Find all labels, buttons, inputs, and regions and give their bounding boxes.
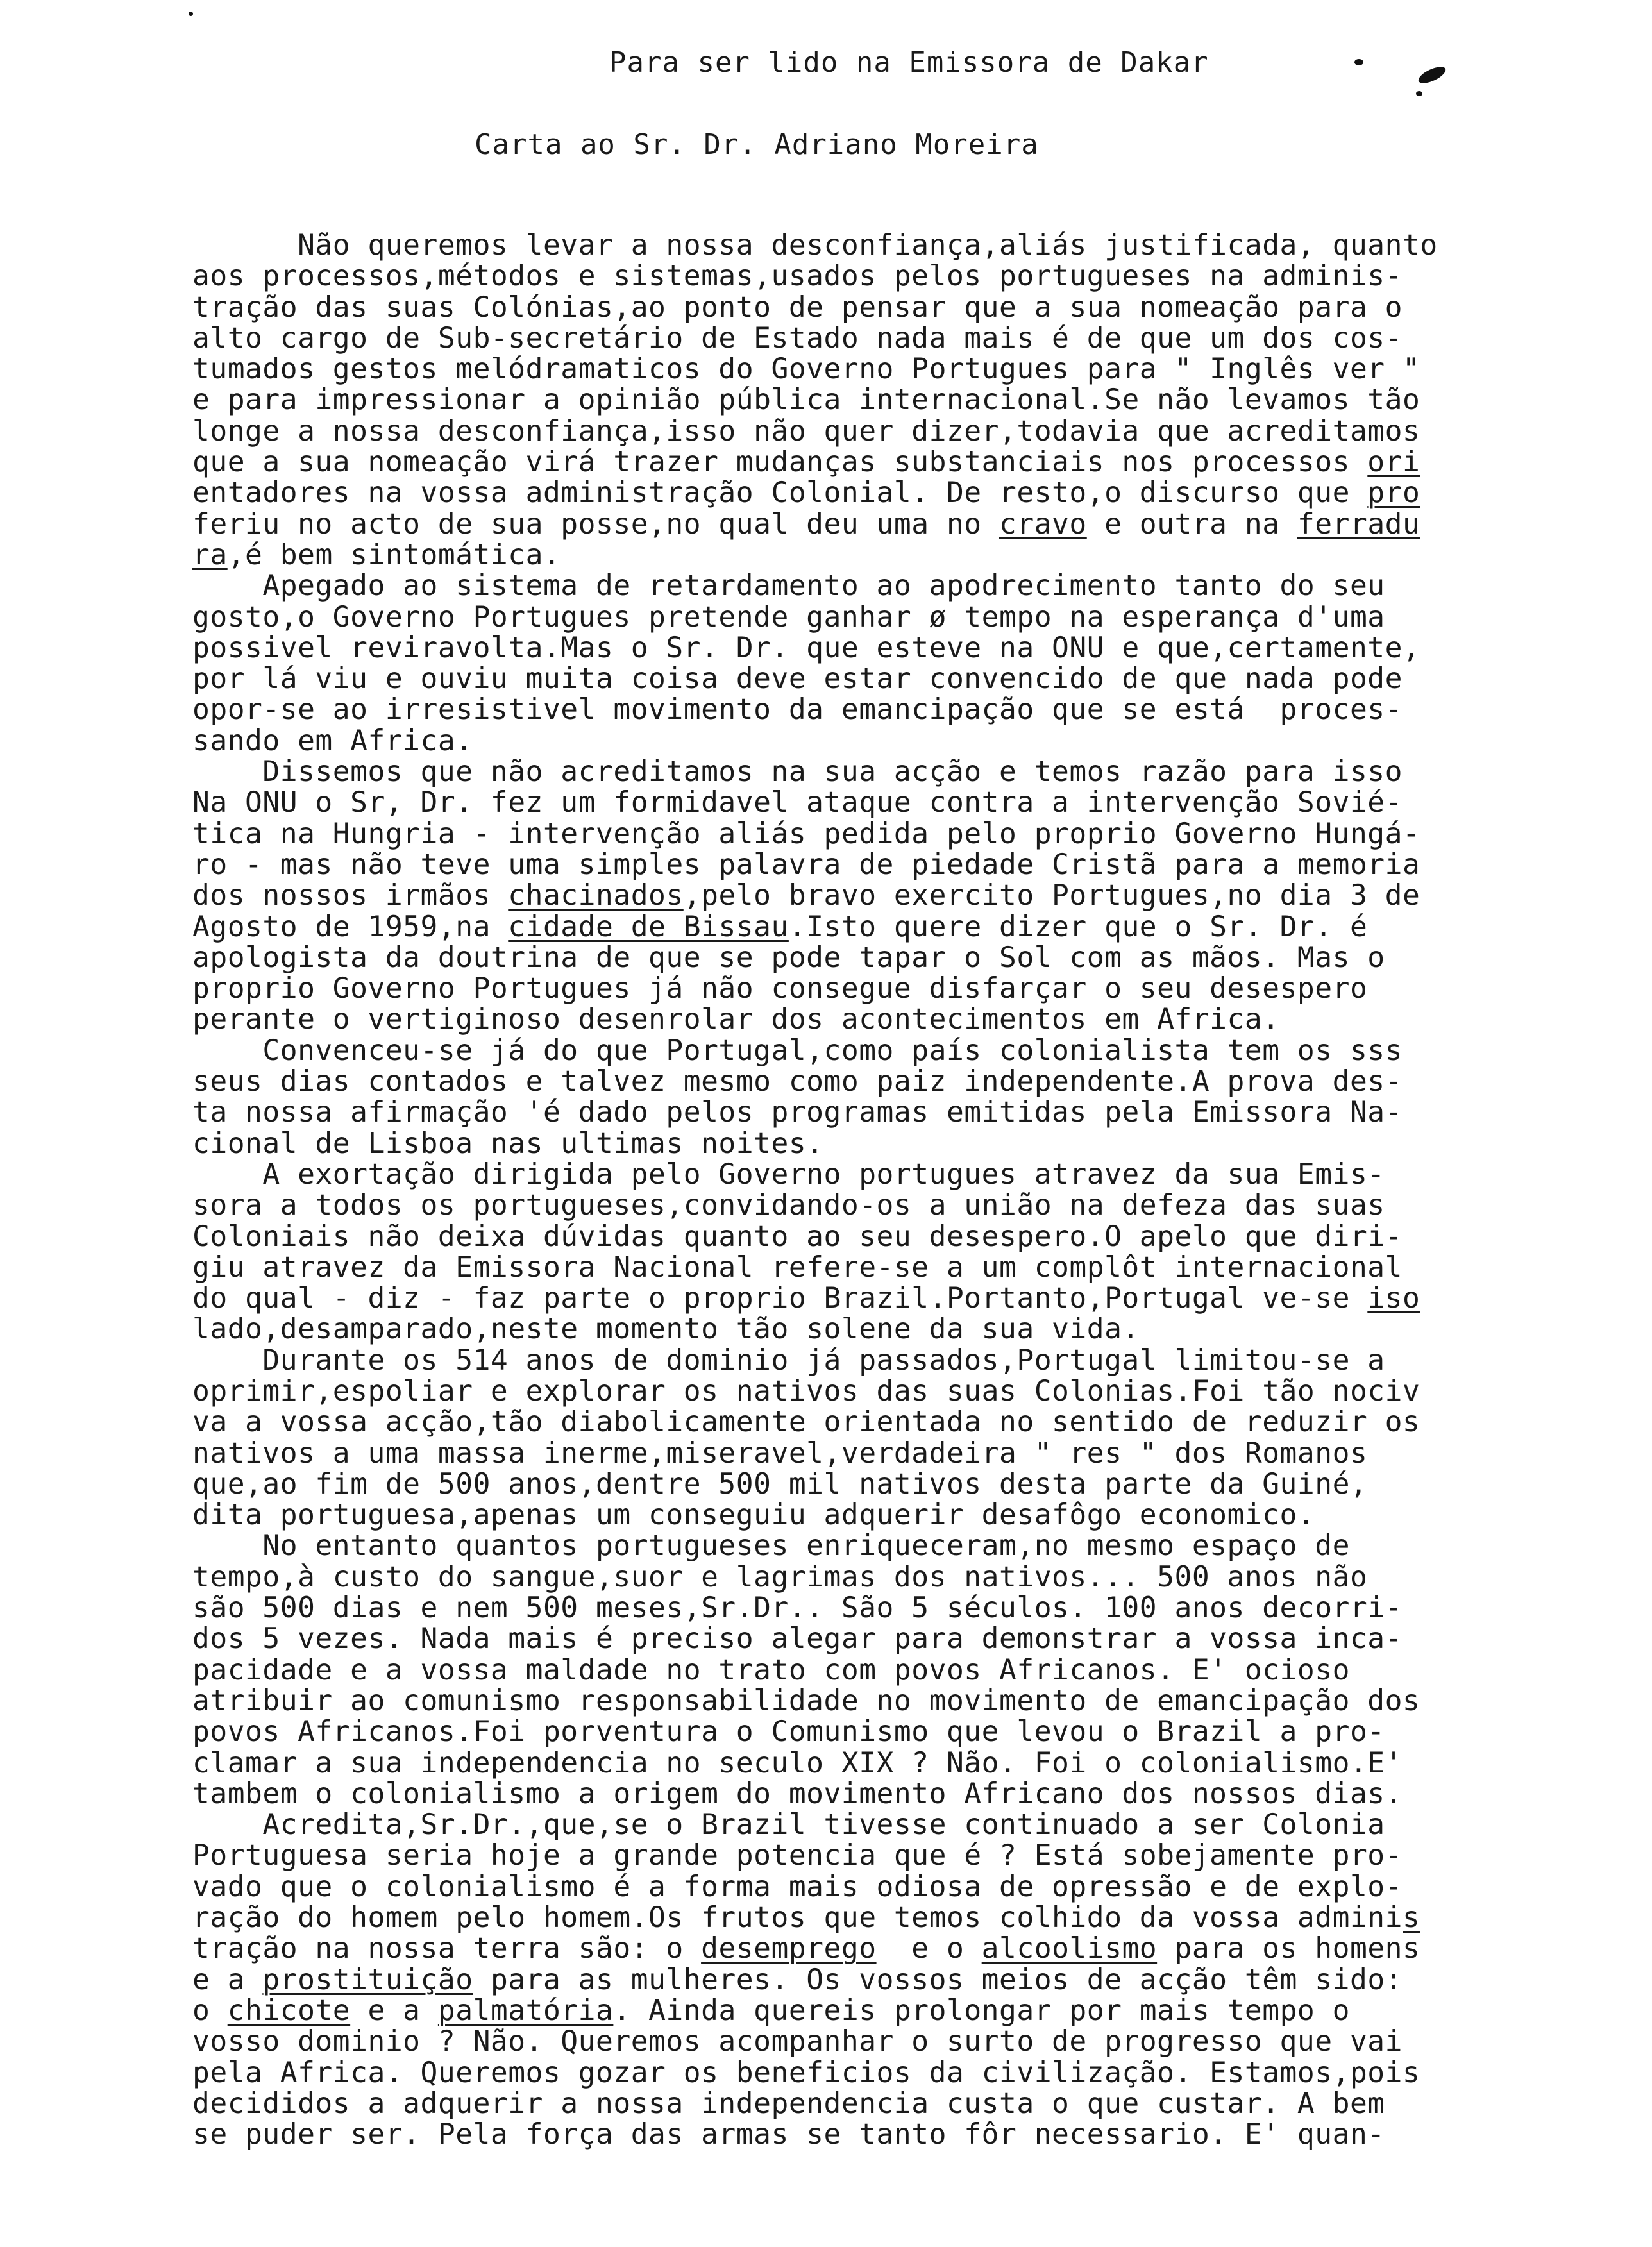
line-text: para os homens [1157,1931,1420,1965]
line-text: entadores na vossa administração Colonial. De resto,o discurso que [192,476,1368,510]
body-line [192,1902,1558,1933]
body-line [192,1097,1558,1127]
line-text: do qual - diz - faz parte o proprio Brazil.Portanto,Portugal ve-se [192,1281,1368,1315]
line-text: gosto,o Governo Portugues pretende ganhar ø tempo na esperança d'uma [192,600,1385,634]
line-text: que a sua nomeação virá trazer mudanças substanciais nos processos [192,445,1368,479]
line-text: Portuguesa seria hoje a grande potencia que é ? Está sobejamente pro- [192,1839,1403,1872]
line-text: e para impressionar a opinião pública internacional.Se não levamos tão [192,383,1420,417]
body-line [192,602,1558,632]
line-text: e a [192,1962,263,1996]
line-text: tambem o colonialismo a origem do movimento Africano dos nossos dias. [192,1776,1403,1810]
body-line [192,1964,1558,1995]
letter-title: Carta ao Sr. Dr. Adriano Moreira [475,128,1039,161]
body-line [192,787,1558,818]
line-text: sando em Africa. [192,723,473,757]
line-text: va a vossa acção,tão diabolicamente orientada no sentido de reduzir os [192,1405,1420,1439]
body-line [192,1747,1558,1778]
underlined-text: cravo [999,507,1087,541]
line-text: Acredita,Sr.Dr.,que,se o Brazil tivesse continuado a ser Colonia [192,1808,1385,1842]
line-text: para as mulheres. Os vossos meios de acção têm sido: [473,1962,1403,1996]
body-line [192,973,1558,1004]
body-line [192,2119,1558,2150]
body-line [192,1159,1558,1190]
line-text: apologista da doutrina de que se pode tapar o Sol com as mãos. Mas o [192,940,1385,974]
line-text: ração do homem pelo homem.Os frutos que temos colhido da vossa [192,1901,1297,1935]
ink-blot [1354,59,1363,65]
body-line [192,1004,1558,1034]
body-line [192,2026,1558,2057]
body-line [192,509,1558,539]
line-text: são 500 dias e nem 500 meses,Sr.Dr.. São 5 séculos. 100 anos decorri- [192,1591,1403,1625]
body-line [192,632,1558,663]
body-line [192,446,1558,477]
line-text: tumados gestos melódramaticos do Governo Portugues para " Inglês ver " [192,352,1420,386]
line-text: admini [1297,1901,1403,1935]
underlined-text: ra [192,537,228,571]
line-text: .Isto quere dizer que o Sr. Dr. é [788,909,1368,943]
body-line [192,1716,1558,1747]
line-text: nativos a uma massa inerme,miseravel,verdadeira " res " dos Romanos [192,1436,1368,1470]
line-text: giu atravez da Emissora Nacional refere-se a um complôt internacional [192,1250,1403,1284]
line-text: Coloniais não deixa dúvidas quanto ao seu desespero.O apelo que diri- [192,1219,1403,1253]
line-text: possivel reviravolta.Mas o Sr. Dr. que esteve na ONU e que,certamente, [192,630,1420,664]
body-line [192,849,1558,880]
body-line [192,942,1558,973]
underlined-text: cidade de Bissau [508,909,789,943]
line-text: Apegado ao sistema de retardamento ao apodrecimento tanto do seu [192,569,1385,603]
line-text: ,pelo bravo exercito Portugues,no dia 3 de [683,879,1420,913]
body-line [192,1406,1558,1437]
body-line [192,1592,1558,1623]
body-line [192,260,1558,291]
body-line [192,694,1558,725]
body-line [192,1871,1558,1902]
line-text: pela Africa. Queremos gozar os beneficios da civilização. Estamos,pois [192,2055,1420,2089]
line-text: tração na nossa terra são: o [192,1931,702,1965]
line-text: ta nossa afirmação 'é dado pelos programas emitidas pela Emissora Na- [192,1095,1403,1129]
body-line [192,1128,1558,1159]
body-line [192,1654,1558,1685]
body-line [192,2057,1558,2088]
line-text: opor-se ao irresistivel movimento da emancipação que se está proces- [192,693,1403,727]
body-line [192,1561,1558,1592]
body-line [192,384,1558,415]
body-line [192,570,1558,601]
underlined-text: palmatória [437,1993,614,2027]
body-line [192,1499,1558,1530]
underlined-text: s [1403,1901,1420,1935]
line-text: perante o vertiginoso desenrolar dos acontecimentos em Africa. [192,1002,1280,1036]
body-line [192,1623,1558,1654]
line-text: que,ao fim de 500 anos,dentre 500 mil nativos desta parte da Guiné, [192,1467,1368,1501]
body-line [192,1313,1558,1344]
body-line [192,353,1558,384]
body-line [192,1778,1558,1809]
body-line [192,880,1558,911]
line-text: lado,desamparado,neste momento tão solene da sua vida. [192,1312,1140,1346]
underlined-text: alcoolismo [981,1931,1158,1965]
underlined-text: pro [1367,476,1420,510]
line-text: Agosto de 1959,na [192,909,509,943]
line-text: pacidade e a vossa maldade no trato com povos Africanos. E' ocioso [192,1653,1350,1687]
line-text: povos Africanos.Foi porventura o Comunismo que levou o Brazil a pro- [192,1715,1385,1749]
body-line [192,725,1558,756]
line-text: cional de Lisboa nas ultimas noites. [192,1126,824,1160]
body-line [192,911,1558,942]
line-text: e a [350,1993,438,2027]
body-line [192,1933,1558,1964]
body-line [192,1283,1558,1313]
body-line [192,1190,1558,1220]
body-line [192,1469,1558,1499]
line-text: vado que o colonialismo é a forma mais odiosa de opressão e de explo- [192,1869,1403,1903]
ink-blot [1416,91,1422,96]
line-text: Não queremos levar a nossa desconfiança,aliás justificada, quanto [192,228,1438,262]
line-text: se puder ser. Pela força das armas se tanto fôr necessario. E' quan- [192,2117,1385,2151]
line-text: por lá viu e ouviu muita coisa deve estar convencido de que nada pode [192,662,1403,696]
ink-dot [189,12,193,16]
line-text: tração das suas Colónias,ao ponto de pensar que a sua nomeação para o [192,290,1403,324]
line-text: clamar a sua independencia no seculo XIX ? Não. Foi o colonialismo.E' [192,1746,1403,1780]
body-line [192,1530,1558,1561]
body-line [192,1066,1558,1097]
line-text: Convenceu-se já do que Portugal,como país colonialista tem os sss [192,1033,1403,1067]
body-line [192,1809,1558,1840]
line-text: longe a nossa desconfiança,isso não quer dizer,todavia que acreditamos [192,414,1420,448]
line-text: dos nossos irmãos [192,879,509,913]
line-text: vosso dominio ? Não. Queremos acompanhar o surto de progresso que vai [192,2024,1403,2058]
line-text: . Ainda quereis prolongar por mais tempo o [613,1993,1350,2027]
line-text: ro - mas não teve uma simples palavra de piedade Cristã para a memoria [192,847,1420,881]
body-line [192,2088,1558,2119]
line-text: dos 5 vezes. Nada mais é preciso alegar para demonstrar a vossa inca- [192,1622,1403,1656]
body-line [192,292,1558,323]
line-text: Dissemos que não acreditamos na sua acção e temos razão para isso [192,755,1403,789]
body-line [192,230,1558,260]
line-text: e outra na [1086,507,1297,541]
line-text: feriu no acto de sua posse,no qual deu uma no [192,507,999,541]
body-line [192,663,1558,694]
body-line [192,756,1558,787]
line-text: alto cargo de Sub-secretário de Estado nada mais é de que um dos cos- [192,321,1403,355]
underlined-text: prostituição [262,1962,473,1996]
body-line [192,323,1558,353]
line-text: Na ONU o Sr, Dr. fez um formidavel ataque contra a intervenção Sovié- [192,786,1403,820]
line-text: dita portuguesa,apenas um conseguiu adquerir desafôgo economico. [192,1498,1315,1532]
body-line [192,1035,1558,1066]
body-line [192,477,1558,508]
line-text: decididos a adquerir a nossa independencia custa o que custar. A bem [192,2086,1385,2120]
line-text: proprio Governo Portugues já não consegue disfarçar o seu desespero [192,972,1368,1006]
underlined-text: iso [1367,1281,1420,1315]
body-line [192,539,1558,570]
body-line [192,1685,1558,1716]
body-line [192,1840,1558,1871]
line-text: Durante os 514 anos de dominio já passados,Portugal limitou-se a [192,1343,1385,1377]
line-text: sora a todos os portugueses,convidando-os a união na defeza das suas [192,1188,1385,1222]
letter-body [192,230,1558,2150]
line-text: ,é bem sintomática. [227,537,561,571]
underlined-text: chacinados [508,879,684,913]
body-line [192,1995,1558,2026]
body-line [192,1221,1558,1252]
body-line [192,416,1558,446]
body-line [192,1345,1558,1376]
line-text: tica na Hungria - intervenção aliás pedida pelo proprio Governo Hungá- [192,816,1420,850]
body-line [192,818,1558,849]
body-line [192,1438,1558,1469]
ink-smudge [1416,63,1447,87]
line-text: seus dias contados e talvez mesmo como paiz independente.A prova des- [192,1065,1403,1098]
line-text: A exortação dirigida pelo Governo portugues atravez da sua Emis- [192,1157,1385,1191]
line-text: e o [876,1931,982,1965]
line-text: oprimir,espoliar e explorar os nativos das suas Colonias.Foi tão nociv [192,1374,1420,1408]
underlined-text: desemprego [701,1931,877,1965]
body-line [192,1252,1558,1283]
broadcast-note: Para ser lido na Emissora de Dakar [609,46,1209,79]
underlined-text: ori [1367,445,1420,479]
line-text: No entanto quantos portugueses enriqueceram,no mesmo espaço de [192,1529,1350,1563]
line-text: o [192,1993,228,2027]
underlined-text: chicote [227,1993,351,2027]
underlined-text: ferradu [1297,507,1420,541]
line-text: tempo,à custo do sangue,suor e lagrimas dos nativos... 500 anos não [192,1560,1368,1594]
body-line [192,1376,1558,1406]
line-text: atribuir ao comunismo responsabilidade no movimento de emancipação dos [192,1683,1420,1717]
line-text: aos processos,métodos e sistemas,usados pelos portugueses na adminis- [192,259,1403,293]
